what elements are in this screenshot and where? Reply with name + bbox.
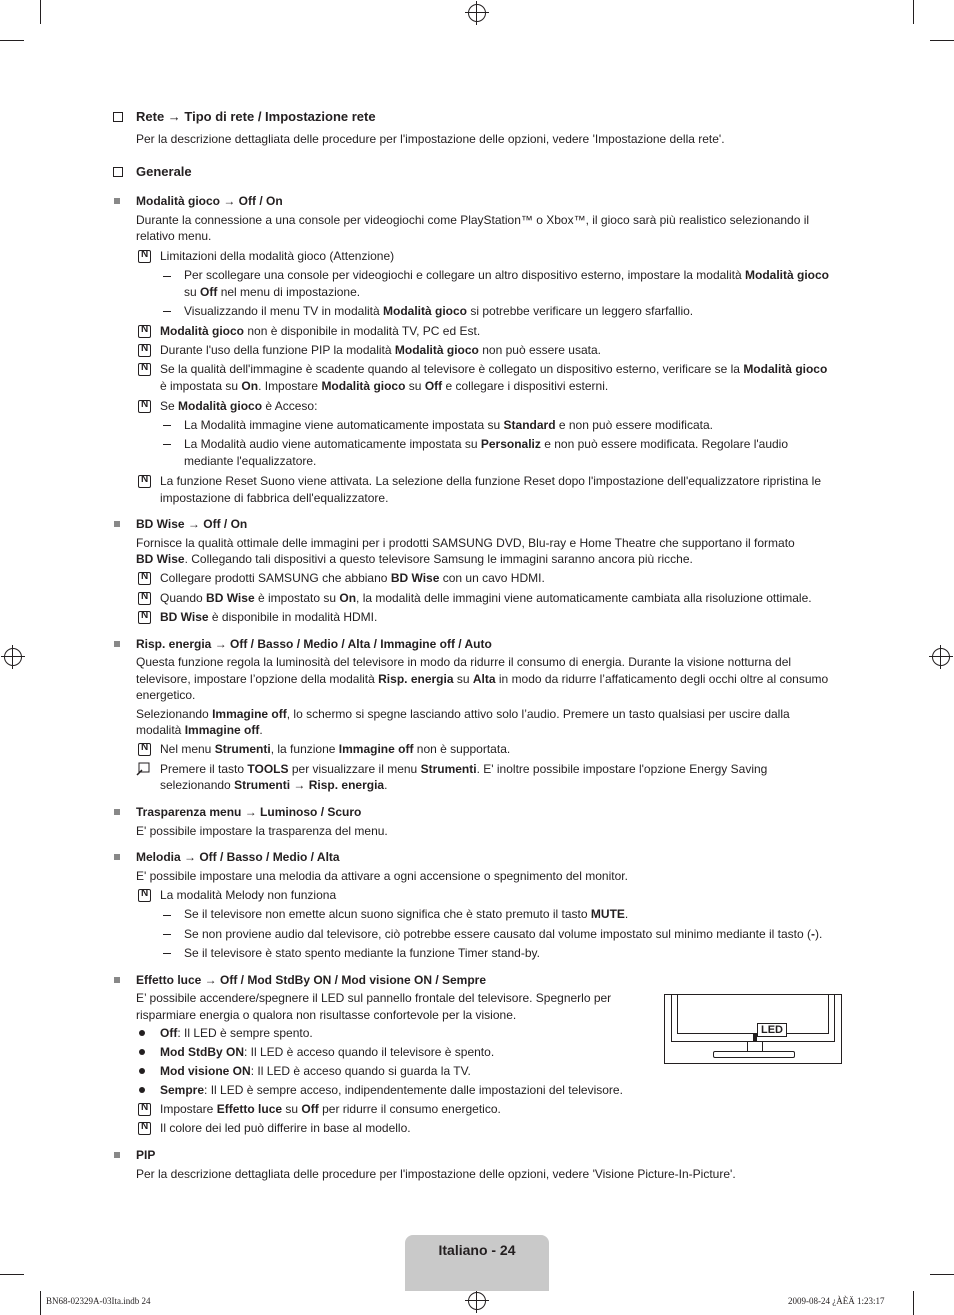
paragraph: televisore, impostare l’opzione della modalità Risp. energia su Alta in modo da ridurre l’affaticamento degli occhi oltre al consumo xyxy=(136,672,829,686)
paragraph: Durante la connessione a una console per videogiochi come PlayStation™ o Xbox™, il gioco sarà più realistico selezionando il xyxy=(136,213,810,227)
note-icon xyxy=(138,1103,151,1116)
square-bullet-icon xyxy=(114,809,120,815)
note-icon xyxy=(138,250,151,263)
round-bullet-icon xyxy=(139,1087,145,1093)
square-bullet-icon xyxy=(114,854,120,860)
checkbox-bullet-icon xyxy=(113,167,123,177)
note-text: Modalità gioco non è disponibile in modalità TV, PC ed Est. xyxy=(160,324,481,338)
square-bullet-icon xyxy=(114,641,120,647)
note-text: Se Modalità gioco è Acceso: xyxy=(160,399,318,413)
section-heading-generale: Generale xyxy=(136,164,192,179)
item-heading-trasparenza: Trasparenza menu → Luminoso / Scuro xyxy=(136,805,362,819)
led-label: LED xyxy=(757,1023,787,1037)
paragraph: Questa funzione regola la luminosità del televisore in modo da ridurre il consumo di energia. Durante la visione notturna del xyxy=(136,655,792,669)
registration-mark-top-icon xyxy=(468,4,486,22)
item-heading-energia: Risp. energia → Off / Basso / Medio / Alta / Immagine off / Auto xyxy=(136,637,492,651)
note-text: Durante l'uso della funzione PIP la modalità Modalità gioco non può essere usata. xyxy=(160,343,601,357)
registration-mark-right-icon xyxy=(932,648,950,666)
paragraph: E’ possibile accendere/spegnere il LED sul pannello frontale del televisore. Spegnerlo per xyxy=(136,991,612,1005)
registration-mark-bottom-icon xyxy=(468,1292,486,1310)
dash-item: Visualizzando il menu TV in modalità Modalità gioco si potrebbe verificare un leggero sfarfallio. xyxy=(184,304,694,318)
item-heading-pip: PIP xyxy=(136,1148,156,1162)
page-number-tab xyxy=(405,1235,549,1291)
bullet-item: Off: Il LED è sempre spento. xyxy=(160,1026,313,1040)
note-icon xyxy=(138,400,151,413)
round-bullet-icon xyxy=(139,1030,145,1036)
note-text-cont: è impostata su On. Impostare Modalità gioco su Off e collegare i dispositivi esterni. xyxy=(160,379,609,393)
note-text: BD Wise è disponibile in modalità HDMI. xyxy=(160,610,378,624)
item-heading-bdwise: BD Wise → Off / On xyxy=(136,517,248,531)
note-text: Il colore dei led può differire in base al modello. xyxy=(160,1121,411,1135)
paragraph: E' possibile impostare la trasparenza del menu. xyxy=(136,824,388,838)
page-number: Italiano - 24 xyxy=(438,1242,516,1258)
paragraph: modalità Immagine off. xyxy=(136,723,263,737)
footer-timestamp: 2009-08-24 ¿ÀÈÄ 1:23:17 xyxy=(788,1296,885,1306)
square-bullet-icon xyxy=(114,198,120,204)
paragraph: relativo menu. xyxy=(136,229,212,243)
paragraph: BD Wise. Collegando tali dispositivi a questo televisore Samsung le immagini saranno ancora più ricche. xyxy=(136,552,693,566)
square-bullet-icon xyxy=(114,521,120,527)
note-icon xyxy=(138,611,151,624)
footer-filename: BN68-02329A-03Ita.indb 24 xyxy=(46,1296,151,1306)
tools-text-cont: selezionando Strumenti → Risp. energia. xyxy=(160,778,388,792)
tools-icon xyxy=(136,762,150,776)
bullet-item: Sempre: Il LED è sempre acceso, indipendentemente dalle impostazioni del televisore. xyxy=(160,1083,623,1097)
dash-item-cont: su Off nel menu di impostazione. xyxy=(184,285,361,299)
note-icon xyxy=(138,743,151,756)
note-text: Limitazioni della modalità gioco (Attenzione) xyxy=(160,249,395,263)
square-bullet-icon xyxy=(114,1152,120,1158)
note-icon xyxy=(138,325,151,338)
note-icon xyxy=(138,572,151,585)
note-text-cont: impostazione di fabbrica dell'equalizzatore. xyxy=(160,491,389,505)
dash-bullet-icon xyxy=(163,444,171,445)
dash-item: Se non proviene audio dal televisore, ciò potrebbe essere causato dal volume impostato sul minimo mediante il tasto (-). xyxy=(184,927,823,941)
note-icon xyxy=(138,592,151,605)
dash-item: Per scollegare una console per videogiochi e collegare un altro dispositivo esterno, impostare la modalità Modalità gioco xyxy=(184,268,829,282)
note-icon xyxy=(138,475,151,488)
note-text: Collegare prodotti SAMSUNG che abbiano BD Wise con un cavo HDMI. xyxy=(160,571,545,585)
paragraph: Per la descrizione dettagliata delle procedure per l'impostazione delle opzioni, vedere 'Visione Picture-In-Picture'. xyxy=(136,1167,736,1181)
dash-bullet-icon xyxy=(163,311,171,312)
tools-text: Premere il tasto TOOLS per visualizzare il menu Strumenti. E' inoltre possibile impostare l'opzione Energy Saving xyxy=(160,762,768,776)
item-heading-melodia: Melodia → Off / Basso / Medio / Alta xyxy=(136,850,340,864)
item-heading-gioco: Modalità gioco → Off / On xyxy=(136,194,283,208)
dash-bullet-icon xyxy=(163,953,171,954)
note-icon xyxy=(138,363,151,376)
paragraph: energetico. xyxy=(136,688,196,702)
paragraph: E' possibile impostare una melodia da attivare a ogni accensione o spegnimento del monitor. xyxy=(136,869,628,883)
dash-item: La Modalità immagine viene automaticamente impostata su Standard e non può essere modificata. xyxy=(184,418,713,432)
dash-bullet-icon xyxy=(163,915,171,916)
note-text: Nel menu Strumenti, la funzione Immagine off non è supportata. xyxy=(160,742,511,756)
dash-item-cont: mediante l'equalizzatore. xyxy=(184,454,317,468)
dash-bullet-icon xyxy=(163,276,171,277)
note-icon xyxy=(138,1122,151,1135)
dash-bullet-icon xyxy=(163,934,171,935)
note-text: La funzione Reset Suono viene attivata. La selezione della funzione Reset dopo l'impostazione dell'equalizzatore ripristina le xyxy=(160,474,821,488)
round-bullet-icon xyxy=(139,1068,145,1074)
dash-item: Se il televisore è stato spento mediante la funzione Timer stand-by. xyxy=(184,946,540,960)
registration-mark-left-icon xyxy=(4,648,22,666)
note-text: La modalità Melody non funziona xyxy=(160,888,337,902)
square-bullet-icon xyxy=(114,977,120,983)
paragraph: Fornisce la qualità ottimale delle immagini per i prodotti SAMSUNG DVD, Blu-ray e Home Theatre che supportano il formato xyxy=(136,536,795,550)
note-icon xyxy=(138,889,151,902)
note-text: Se la qualità dell'immagine è scadente quando al televisore è collegato un dispositivo esterno, verificare se la Modalità gioco xyxy=(160,362,828,376)
tv-led-illustration xyxy=(664,994,842,1064)
checkbox-bullet-icon xyxy=(113,112,123,122)
paragraph: risparmiare energia o qualora non risultasse confortevole per la visione. xyxy=(136,1008,517,1022)
dash-item: Se il televisore non emette alcun suono significa che è stato premuto il tasto MUTE. xyxy=(184,907,629,921)
bullet-item: Mod StdBy ON: Il LED è acceso quando il televisore è spento. xyxy=(160,1045,495,1059)
item-heading-effetto: Effetto luce → Off / Mod StdBy ON / Mod visione ON / Sempre xyxy=(136,973,487,987)
round-bullet-icon xyxy=(139,1049,145,1055)
note-text: Impostare Effetto luce su Off per ridurre il consumo energetico. xyxy=(160,1102,501,1116)
paragraph: Selezionando Immagine off, lo schermo si spegne lasciando attivo solo l’audio. Premere un tasto qualsiasi per uscire dalla xyxy=(136,707,790,721)
dash-item: La Modalità audio viene automaticamente impostata su Personaliz e non può essere modificata. Regolare l'audio xyxy=(184,437,789,451)
section-heading-rete: Rete → Tipo di rete / Impostazione rete xyxy=(136,109,376,124)
note-icon xyxy=(138,344,151,357)
note-text: Quando BD Wise è impostato su On, la modalità delle immagini viene automaticamente cambiata alla risoluzione ottimale. xyxy=(160,591,812,605)
section-text-rete: Per la descrizione dettagliata delle procedure per l'impostazione delle opzioni, vedere 'Impostazione della rete'. xyxy=(136,132,725,146)
dash-bullet-icon xyxy=(163,425,171,426)
bullet-item: Mod visione ON: Il LED è acceso quando si guarda la TV. xyxy=(160,1064,471,1078)
